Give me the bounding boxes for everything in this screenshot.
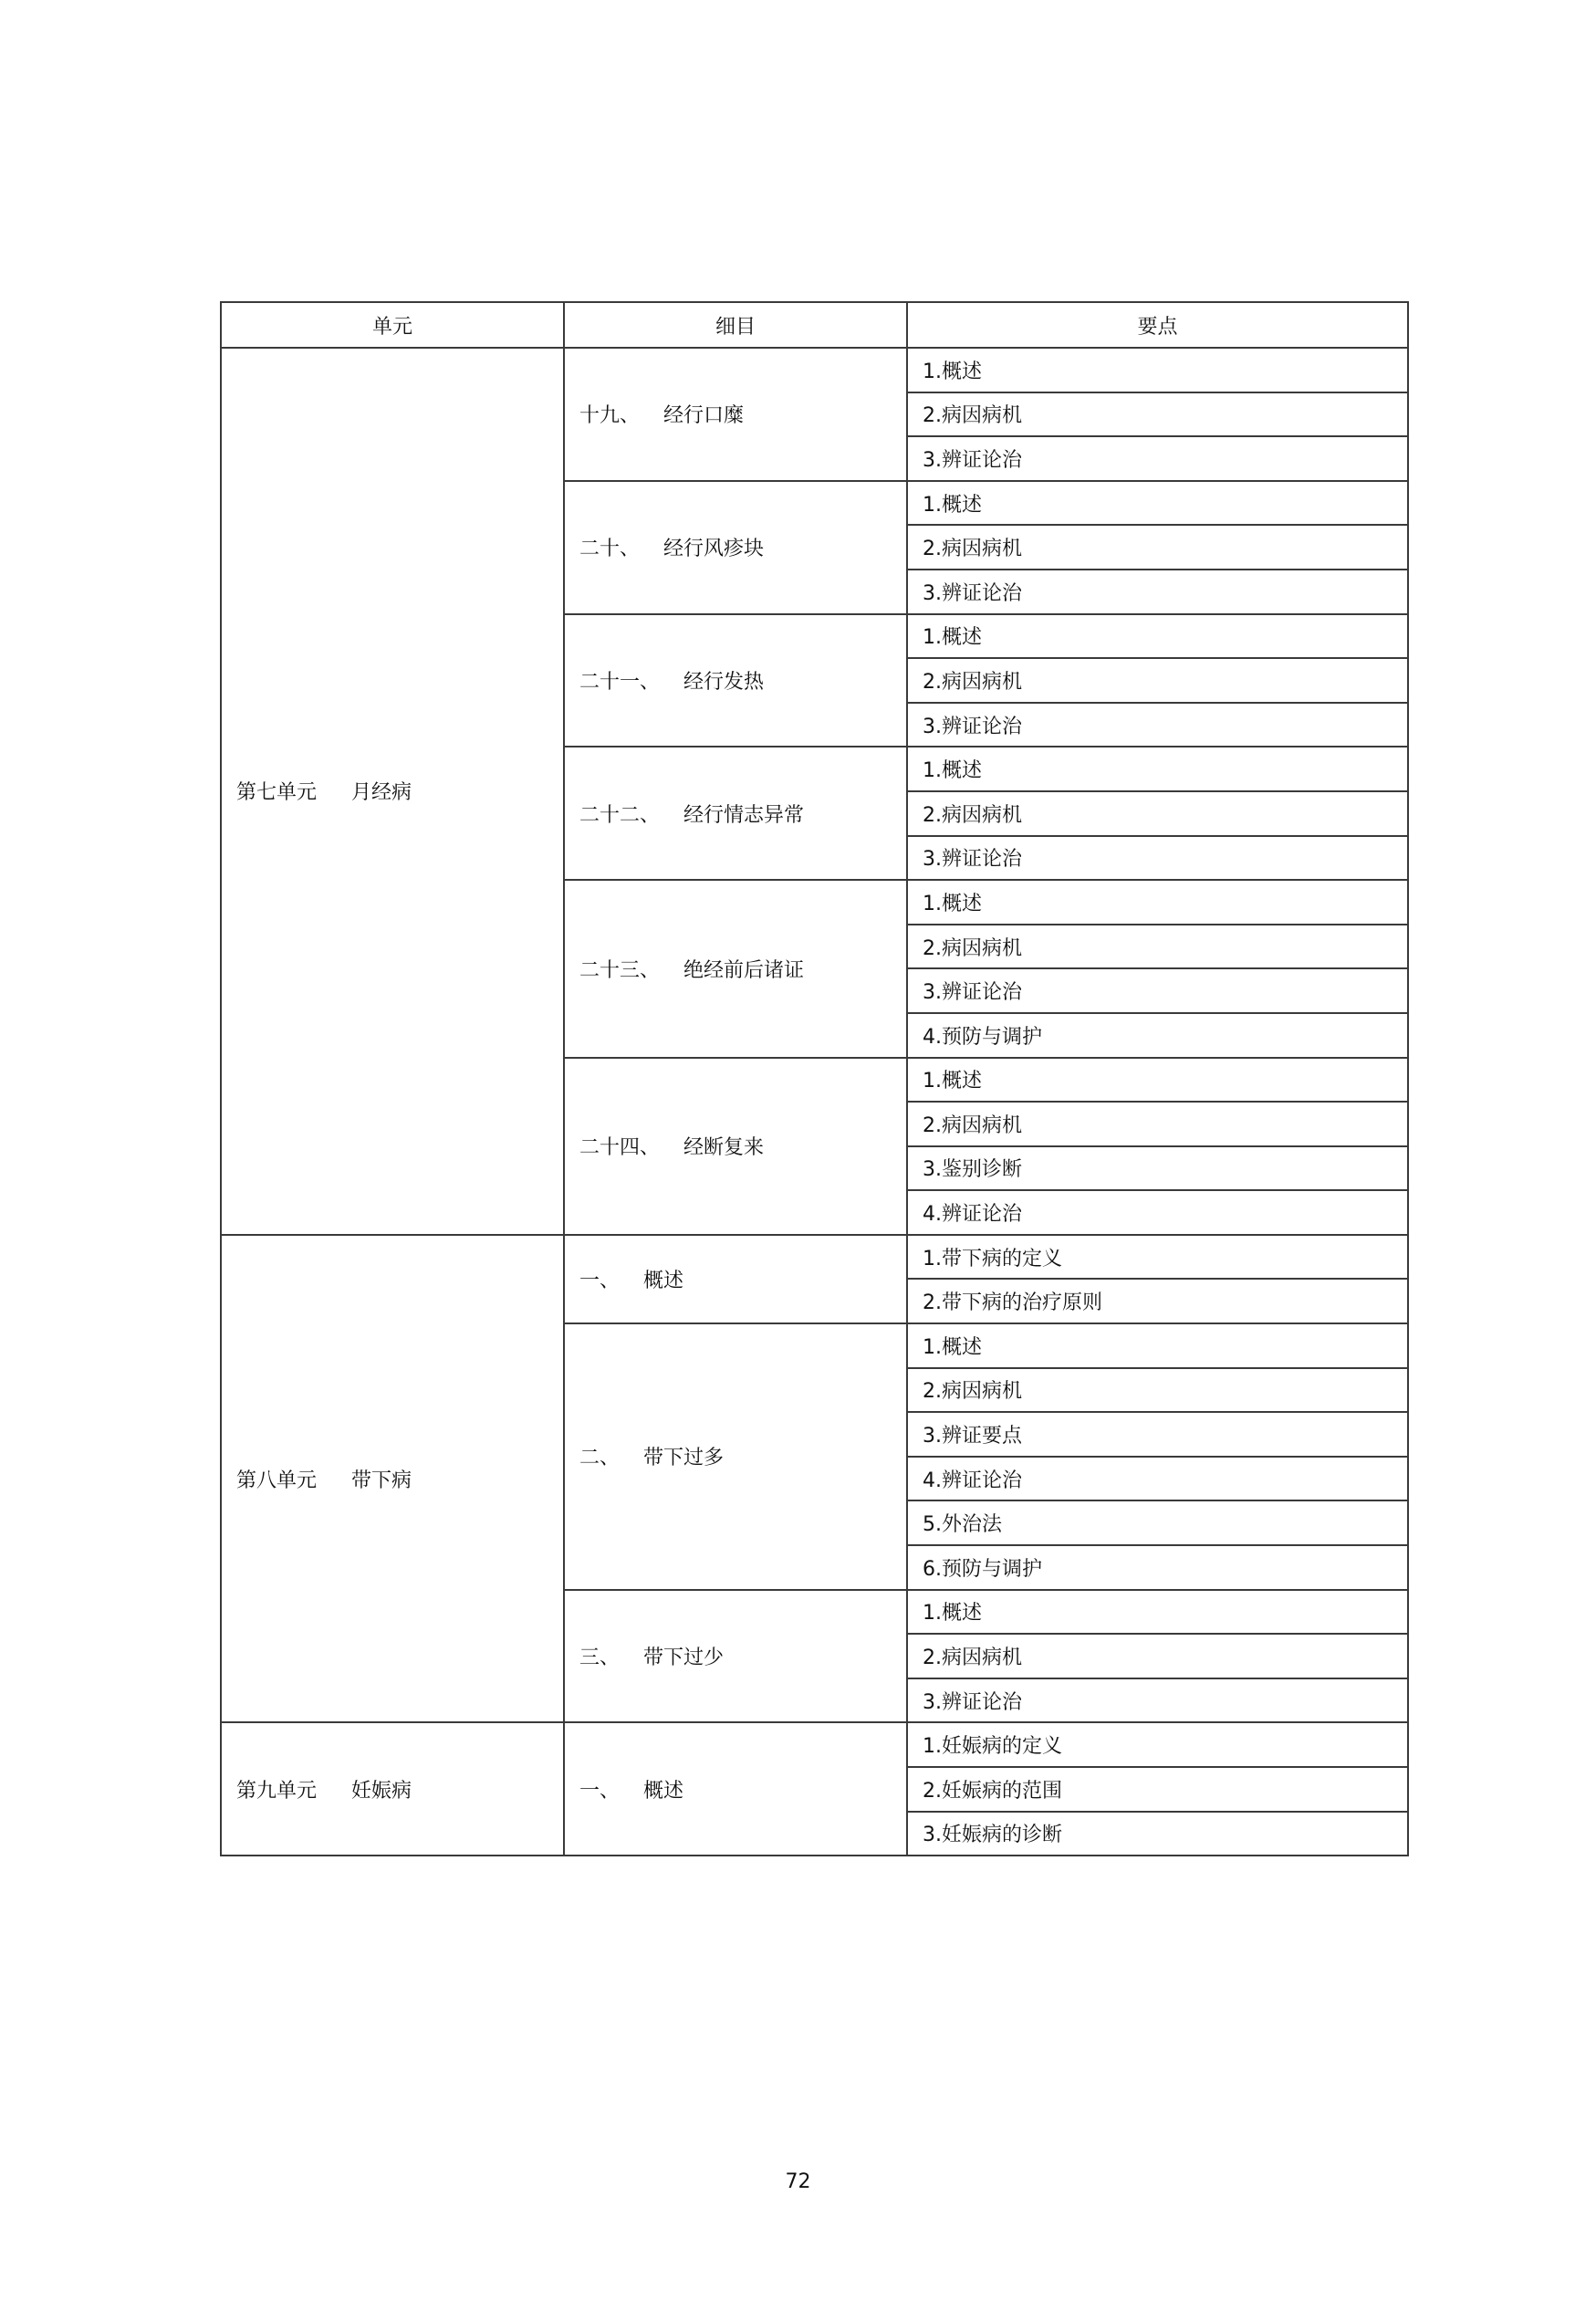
point-cell: 1.概述 <box>907 1323 1408 1368</box>
point-cell: 3.辨证论治 <box>907 1678 1408 1723</box>
item-index: 一、 <box>579 1269 621 1292</box>
item-index: 十九、 <box>579 404 641 428</box>
table-row <box>221 348 1408 392</box>
point-cell: 3.辨证论治 <box>907 570 1408 614</box>
item-index: 二十、 <box>579 538 641 561</box>
item-cell <box>564 880 907 1057</box>
item-name: 经行情志异常 <box>683 803 805 827</box>
point-cell: 1.概述 <box>907 481 1408 526</box>
table-row <box>221 1722 1408 1767</box>
point-cell: 3.鉴别诊断 <box>907 1146 1408 1191</box>
item-index: 二十三、 <box>579 958 661 982</box>
point-cell: 1.概述 <box>907 348 1408 392</box>
item-index: 二、 <box>579 1447 621 1470</box>
item-name: 经行发热 <box>683 670 765 694</box>
item-cell <box>564 1235 907 1323</box>
point-cell: 1.概述 <box>907 1590 1408 1635</box>
page-number: 72 <box>785 2170 811 2193</box>
point-cell: 2.病因病机 <box>907 392 1408 437</box>
point-cell: 6.预防与调护 <box>907 1545 1408 1590</box>
item-cell <box>564 348 907 481</box>
unit-cell <box>221 1235 564 1723</box>
point-cell: 2.病因病机 <box>907 525 1408 570</box>
unit-name: 带下病 <box>351 1469 412 1492</box>
point-cell: 1.概述 <box>907 1058 1408 1103</box>
point-cell: 1.带下病的定义 <box>907 1235 1408 1280</box>
item-name: 带下过多 <box>643 1447 725 1470</box>
unit-cell <box>221 1722 564 1856</box>
syllabus-table <box>220 301 1409 1856</box>
item-name: 经断复来 <box>683 1136 765 1160</box>
point-cell: 3.妊娠病的诊断 <box>907 1812 1408 1856</box>
unit-cell <box>221 348 564 1235</box>
point-cell: 2.带下病的治疗原则 <box>907 1279 1408 1323</box>
point-cell: 1.概述 <box>907 614 1408 659</box>
unit-name: 月经病 <box>351 781 412 805</box>
point-cell: 5.外治法 <box>907 1500 1408 1545</box>
point-cell: 2.病因病机 <box>907 658 1408 703</box>
point-cell: 3.辨证论治 <box>907 703 1408 748</box>
point-cell: 4.预防与调护 <box>907 1013 1408 1058</box>
item-name: 经行口糜 <box>663 404 745 428</box>
item-name: 带下过少 <box>643 1647 725 1670</box>
item-cell <box>564 747 907 880</box>
unit-number: 第七单元 <box>236 781 318 805</box>
item-index: 三、 <box>579 1647 621 1670</box>
point-cell: 2.病因病机 <box>907 791 1408 836</box>
item-cell <box>564 1590 907 1723</box>
header-row <box>221 302 1408 348</box>
item-cell <box>564 481 907 614</box>
point-cell: 1.概述 <box>907 880 1408 925</box>
header-points: 要点 <box>907 302 1408 348</box>
item-name: 绝经前后诸证 <box>683 958 805 982</box>
item-name: 经行风疹块 <box>663 538 765 561</box>
item-cell <box>564 614 907 748</box>
header-item: 细目 <box>564 302 907 348</box>
point-cell: 2.病因病机 <box>907 1368 1408 1413</box>
point-cell: 4.辨证论治 <box>907 1457 1408 1501</box>
point-cell: 3.辨证论治 <box>907 436 1408 481</box>
item-name: 概述 <box>643 1269 684 1292</box>
unit-number: 第九单元 <box>236 1779 318 1803</box>
point-cell: 3.辨证论治 <box>907 836 1408 881</box>
point-cell: 4.辨证论治 <box>907 1190 1408 1235</box>
item-index: 二十一、 <box>579 670 661 694</box>
item-index: 二十二、 <box>579 803 661 827</box>
item-name: 概述 <box>643 1779 684 1803</box>
point-cell: 3.辨证论治 <box>907 968 1408 1013</box>
point-cell: 2.妊娠病的范围 <box>907 1767 1408 1812</box>
point-cell: 2.病因病机 <box>907 1634 1408 1678</box>
item-cell <box>564 1722 907 1856</box>
point-cell: 2.病因病机 <box>907 1102 1408 1146</box>
point-cell: 1.妊娠病的定义 <box>907 1722 1408 1767</box>
table-row <box>221 1235 1408 1280</box>
item-index: 一、 <box>579 1779 621 1803</box>
item-cell <box>564 1058 907 1235</box>
point-cell: 3.辨证要点 <box>907 1412 1408 1457</box>
item-index: 二十四、 <box>579 1136 661 1160</box>
point-cell: 1.概述 <box>907 747 1408 791</box>
point-cell: 2.病因病机 <box>907 925 1408 969</box>
item-cell <box>564 1323 907 1590</box>
header-unit: 单元 <box>221 302 564 348</box>
unit-name: 妊娠病 <box>351 1779 412 1803</box>
unit-number: 第八单元 <box>236 1469 318 1492</box>
